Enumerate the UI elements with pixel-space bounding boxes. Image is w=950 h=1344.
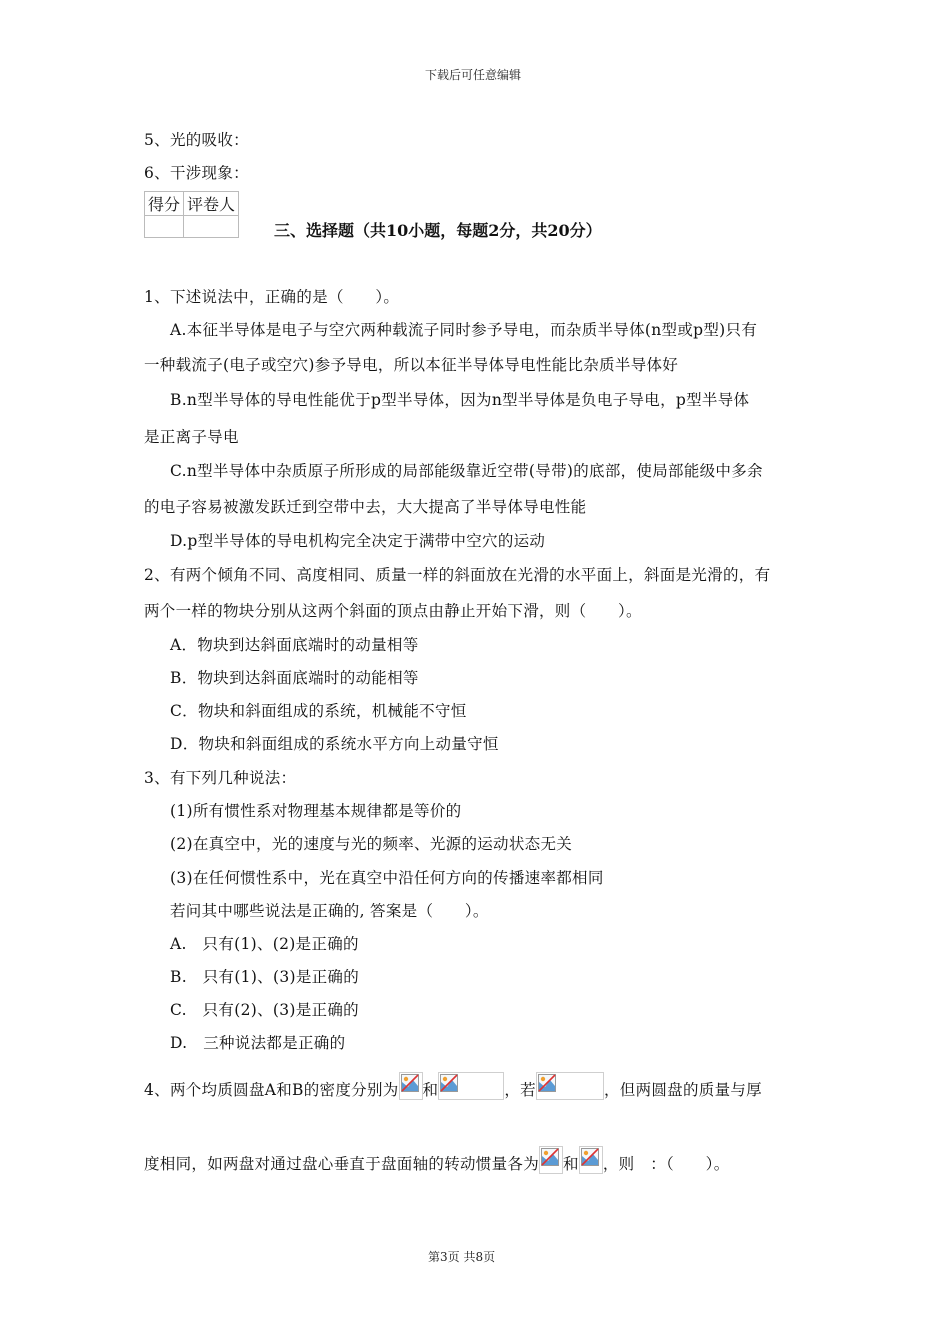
page-header: 下载后可任意编辑 xyxy=(425,68,522,82)
broken-image-icon xyxy=(438,1072,504,1100)
q2-stem-line1: 2、有两个倾角不同、高度相同、质量一样的斜面放在光滑的水平面上，斜面是光滑的，有 xyxy=(144,566,771,584)
q4-text-5: 度相同，如两盘对通过盘心垂直于盘面轴的转动惯量各为 xyxy=(144,1155,540,1173)
grader-header: 评卷人 xyxy=(184,192,239,216)
q4-line2 xyxy=(144,1146,730,1174)
section-title: 三、选择题（共10小题，每题2分，共20分） xyxy=(274,221,602,240)
q2-stem-line2: 两个一样的物块分别从这两个斜面的顶点由静止开始下滑，则（ ）。 xyxy=(144,602,642,620)
q3-statement-1: (1)所有惯性系对物理基本规律都是等价的 xyxy=(170,802,462,820)
q3-option-d: D. 三种说法都是正确的 xyxy=(170,1034,346,1052)
q3-option-c: C. 只有(2)、(3)是正确的 xyxy=(170,1001,359,1019)
q3-ask: 若问其中哪些说法是正确的, 答案是（ ）。 xyxy=(170,902,489,920)
q3-option-a: A. 只有(1)、(2)是正确的 xyxy=(170,935,359,953)
broken-image-icon xyxy=(539,1146,563,1174)
q3-statement-3: (3)在任何惯性系中，光在真空中沿任何方向的传播速率都相同 xyxy=(170,869,604,887)
broken-image-icon xyxy=(579,1146,603,1174)
q2-option-c: C．物块和斜面组成的系统，机械能不守恒 xyxy=(170,702,467,720)
q4-line1 xyxy=(144,1072,762,1100)
score-header: 得分 xyxy=(145,192,184,216)
item-5: 5、光的吸收： xyxy=(144,131,249,149)
q1-option-b-line1: B.n型半导体的导电性能优于p型半导体，因为n型半导体是负电子导电，p型半导体 xyxy=(170,391,750,409)
q4-text-3: ，若 xyxy=(504,1081,536,1099)
q2-option-b: B．物块到达斜面底端时的动能相等 xyxy=(170,669,419,687)
q4-text-2: 和 xyxy=(422,1081,439,1099)
q2-option-d: D．物块和斜面组成的系统水平方向上动量守恒 xyxy=(170,735,499,753)
q3-stem: 3、有下列几种说法： xyxy=(144,769,297,787)
broken-image-icon xyxy=(536,1072,604,1100)
q3-option-b: B. 只有(1)、(3)是正确的 xyxy=(170,968,360,986)
q2-option-a: A．物块到达斜面底端时的动量相等 xyxy=(170,636,419,654)
q1-option-a-line1: A.本征半导体是电子与空穴两种载流子同时参予导电，而杂质半导体(n型或p型)只有 xyxy=(170,321,758,339)
q1-option-d: D.p型半导体的导电机构完全决定于满带中空穴的运动 xyxy=(170,532,546,550)
grader-cell xyxy=(184,216,239,238)
q3-statement-2: (2)在真空中，光的速度与光的频率、光源的运动状态无关 xyxy=(170,835,573,853)
q1-option-b-line2: 是正离子导电 xyxy=(144,428,239,446)
broken-image-icon xyxy=(399,1072,423,1100)
score-cell xyxy=(145,216,184,238)
q1-stem: 1、下述说法中，正确的是（ ）。 xyxy=(144,288,400,306)
q1-option-a-line2: 一种载流子(电子或空穴)参予导电，所以本征半导体导电性能比杂质半导体好 xyxy=(144,356,679,374)
q1-option-c-line1: C.n型半导体中杂质原子所形成的局部能级靠近空带(导带)的底部，使局部能级中多余 xyxy=(170,462,763,480)
item-6: 6、干涉现象： xyxy=(144,164,249,182)
q4-text-7: ，则 ：（ ）。 xyxy=(602,1155,730,1173)
q4-text-4: ，但两圆盘的质量与厚 xyxy=(603,1081,762,1099)
q4-text-6: 和 xyxy=(563,1155,579,1173)
page-footer: 第3页 共8页 xyxy=(428,1250,496,1264)
q1-option-c-line2: 的电子容易被激发跃迁到空带中去，大大提高了半导体导电性能 xyxy=(144,498,587,516)
score-table xyxy=(144,191,239,238)
q4-text-1: 4、两个均质圆盘A和B的密度分别为 xyxy=(144,1081,399,1099)
